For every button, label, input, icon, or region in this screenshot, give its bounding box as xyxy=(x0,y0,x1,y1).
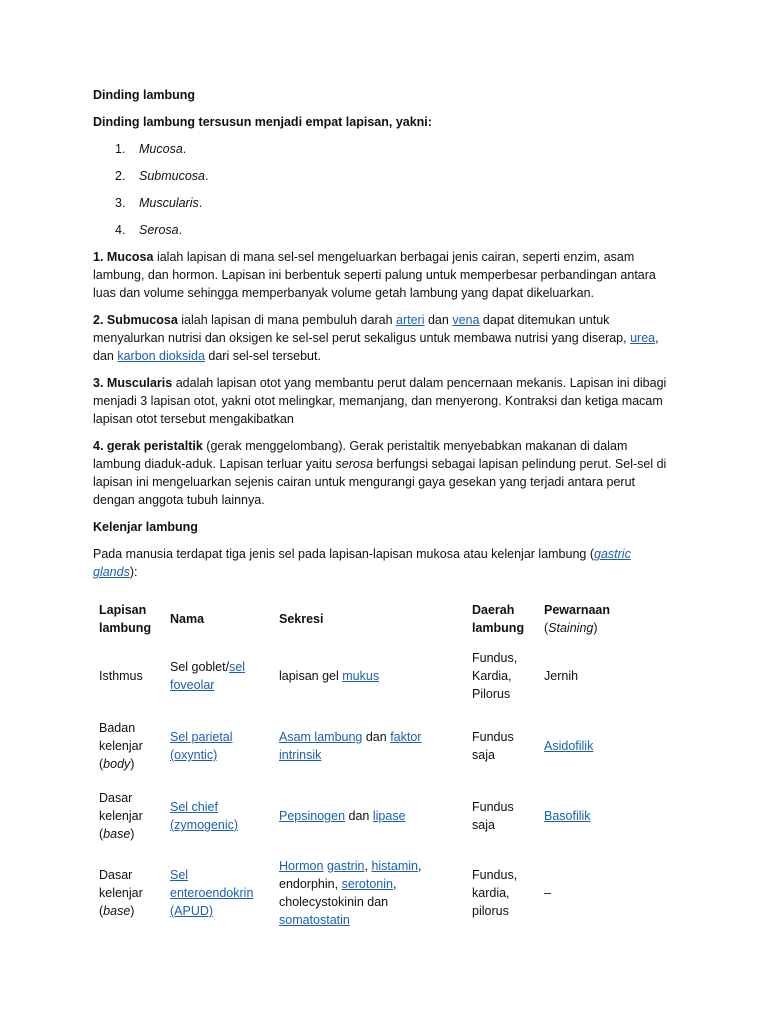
link-serotonin[interactable]: serotonin xyxy=(341,877,393,891)
list-item: 3. Muscularis. xyxy=(115,196,203,210)
link-sel-enteroendokrin[interactable]: Sel enteroendokrin (APUD) xyxy=(170,868,254,918)
link-histamin[interactable]: histamin xyxy=(371,859,418,873)
layer-list xyxy=(93,140,678,239)
cell-secretion: Hormon gastrin, histamin, endorphin, serotonin, cholecystokinin dan somatostatin xyxy=(279,859,422,927)
link-basofilik[interactable]: Basofilik xyxy=(544,809,591,823)
header-secretion: Sekresi xyxy=(279,612,324,626)
cell-name: Sel goblet/sel foveolar xyxy=(170,660,246,692)
page-title: Dinding lambung xyxy=(93,88,196,102)
table-row xyxy=(93,785,673,847)
cell-name xyxy=(164,847,273,939)
paragraph-muscularis: 3. Muscularis adalah lapisan otot yang membantu perut dalam pencernaan mekanis. Lapisan ini dibagi menjadi 3 lapisan otot, yakni otot melingkar, memanjang, dan menyerong. Kontraksi dan ketiga macam lapisan otot tersebut mengakibatkan xyxy=(93,376,667,426)
cell-staining: – xyxy=(544,886,551,900)
paragraph-peristaltik: 4. gerak peristaltik (gerak menggelombang). Gerak peristaltik menyebabkan makanan di dalam lambung diaduk-aduk. Lapisan terluar yaitu serosa berfungsi sebagai lapisan pelindung perut. Sel-sel di lapisan ini mengeluarkan sejenis cairan untuk mengurangi gaya gesekan yang terjadi antara perut dengan anggota tubuh lainnya. xyxy=(93,439,667,507)
cell-staining xyxy=(538,707,673,785)
list-item: 4. Serosa. xyxy=(115,223,183,237)
table-header-row xyxy=(93,593,673,645)
cell-secretion: Pepsinogen dan lipase xyxy=(279,809,406,823)
cell-region: Fundus saja xyxy=(472,730,514,762)
cell-region: Fundus saja xyxy=(472,800,514,832)
list-item: 1. Mucosa. xyxy=(115,142,187,156)
paragraph-submucosa: 2. Submucosa ialah lapisan di mana pembuluh darah arteri dan vena dapat ditemukan untuk menyalurkan nutrisi dan oksigen ke sel-sel perut sekaligus untuk membawa nutrisi yang diserap, urea, dan karbon dioksida dari sel-sel tersebut. xyxy=(93,313,659,363)
header-layer: Lapisan lambung xyxy=(99,603,152,635)
cell-region: Fundus, Kardia, Pilorus xyxy=(472,651,518,701)
cell-name xyxy=(164,707,273,785)
list-item: 2. Submucosa. xyxy=(115,169,209,183)
cell-layer: Dasar kelenjar (base) xyxy=(99,791,143,841)
link-mukus[interactable]: mukus xyxy=(342,669,380,683)
link-arteri[interactable]: arteri xyxy=(396,313,425,327)
cell-staining: Jernih xyxy=(544,669,579,683)
section-heading: Kelenjar lambung xyxy=(93,520,198,534)
header-name: Nama xyxy=(170,612,205,626)
link-hormon[interactable]: Hormon xyxy=(279,859,324,873)
gland-table xyxy=(93,593,673,939)
link-sel-parietal[interactable]: Sel parietal (oxyntic) xyxy=(170,730,233,762)
intro-text: Dinding lambung tersusun menjadi empat lapisan, yakni: xyxy=(93,115,432,129)
link-vena[interactable]: vena xyxy=(452,313,480,327)
table-row xyxy=(93,847,673,939)
link-asidofilik[interactable]: Asidofilik xyxy=(544,739,594,753)
cell-layer: Isthmus xyxy=(99,669,143,683)
paragraph-mucosa: 1. Mucosa ialah lapisan di mana sel-sel mengeluarkan berbagai jenis cairan, seperti enzim, asam lambung, dan hormon. Lapisan ini berbentuk seperti palung untuk memperbesar perbandingan antara luas dan volume sehingga memperbanyak volume getah lambung yang dapat dikeluarkan. xyxy=(93,250,656,300)
document-page xyxy=(93,86,678,939)
cell-name xyxy=(164,785,273,847)
glands-intro: Pada manusia terdapat tiga jenis sel pada lapisan-lapisan mukosa atau kelenjar lambung (gastric glands): xyxy=(93,547,631,579)
header-region: Daerah lambung xyxy=(472,603,525,635)
cell-layer: Badan kelenjar (body) xyxy=(99,721,143,771)
header-staining: Pewarnaan (Staining) xyxy=(544,603,611,635)
link-pepsinogen[interactable]: Pepsinogen xyxy=(279,809,346,823)
link-gastric-glands[interactable]: gastric glands xyxy=(93,547,631,579)
link-sel-foveolar[interactable]: sel foveolar xyxy=(170,660,246,692)
link-lipase[interactable]: lipase xyxy=(372,809,406,823)
link-asam-lambung[interactable]: Asam lambung xyxy=(279,730,363,744)
cell-staining xyxy=(538,785,673,847)
table-row xyxy=(93,645,673,707)
link-somatostatin[interactable]: somatostatin xyxy=(279,913,350,927)
link-karbon-dioksida[interactable]: karbon dioksida xyxy=(117,349,205,363)
cell-layer: Dasar kelenjar (base) xyxy=(99,868,143,918)
link-urea[interactable]: urea xyxy=(630,331,656,345)
link-faktor-intrinsik[interactable]: faktor intrinsik xyxy=(279,730,422,762)
cell-secretion: lapisan gel mukus xyxy=(279,669,380,683)
link-gastrin[interactable]: gastrin xyxy=(326,859,365,873)
cell-secretion: Asam lambung dan faktor intrinsik xyxy=(279,730,422,762)
table-row xyxy=(93,707,673,785)
cell-region: Fundus, kardia, pilorus xyxy=(472,868,518,918)
link-sel-chief[interactable]: Sel chief (zymogenic) xyxy=(170,800,239,832)
